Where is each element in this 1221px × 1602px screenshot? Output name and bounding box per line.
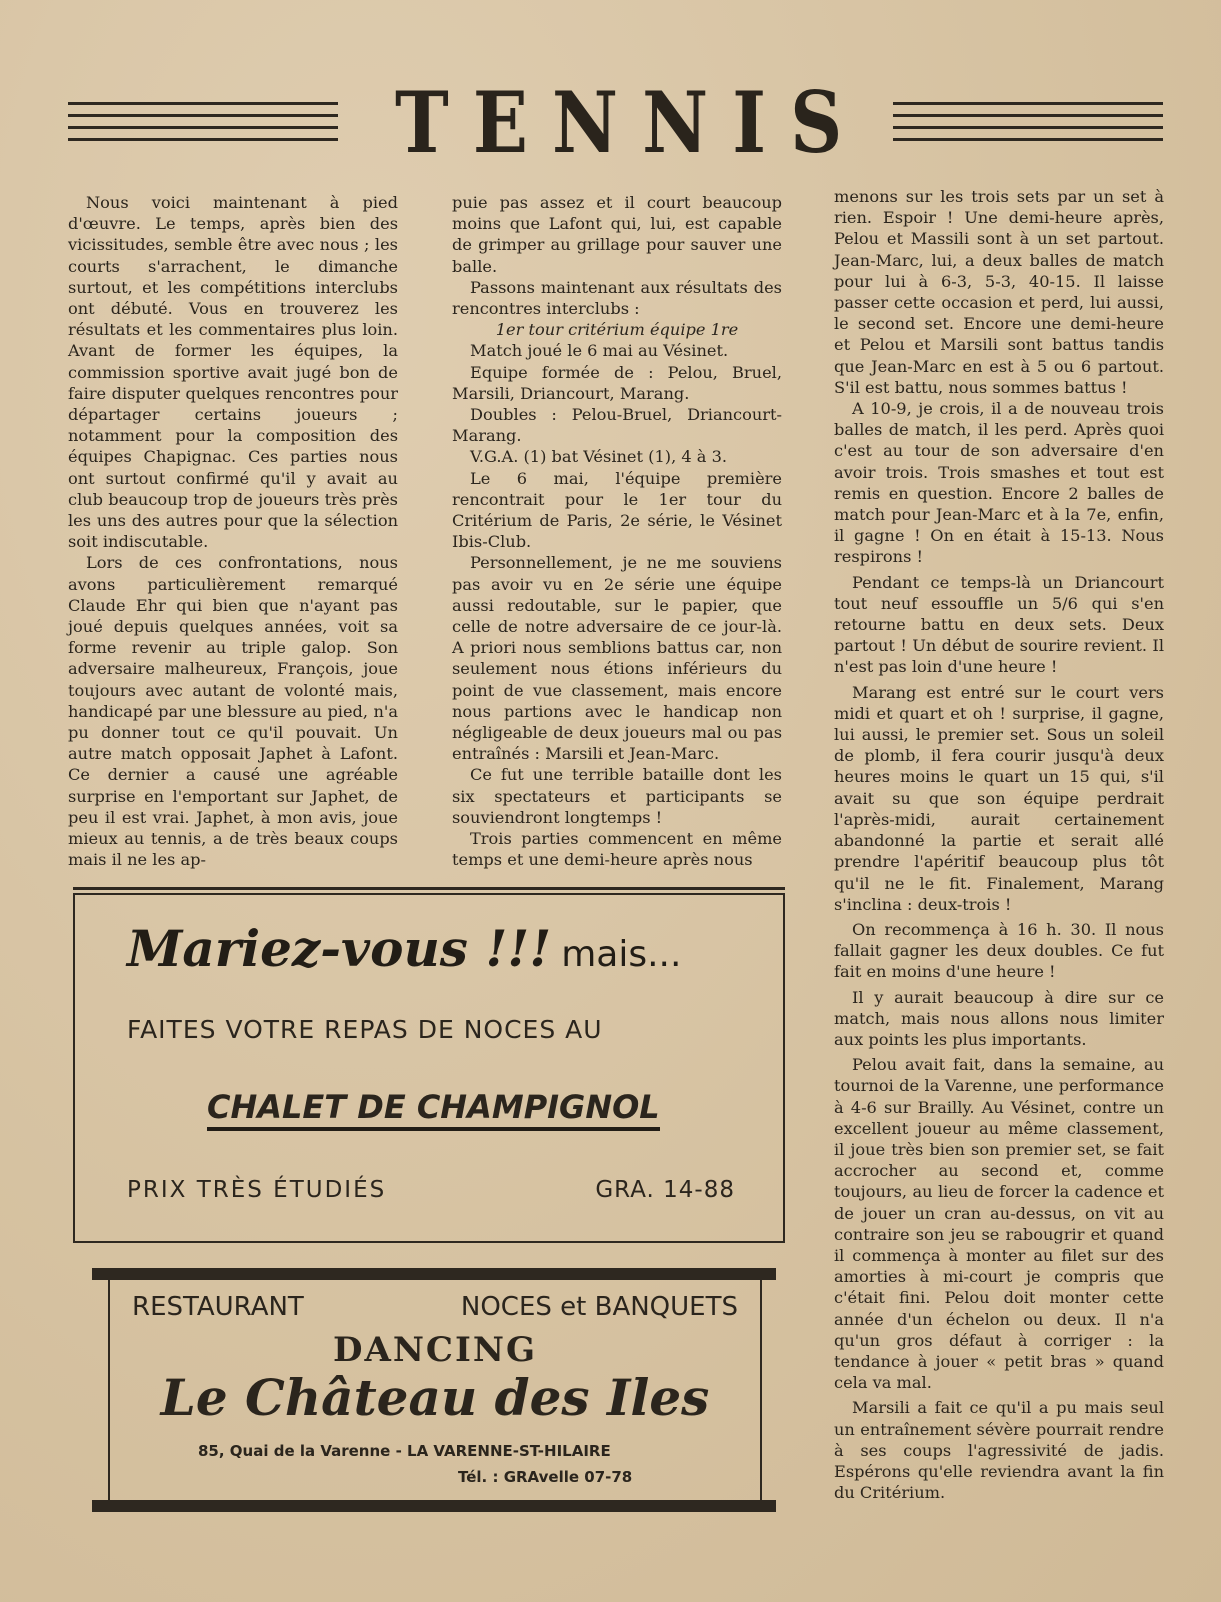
paragraph: Il y aurait beaucoup à dire sur ce match, mais nous allons nous limiter aux points les plus importants. <box>834 987 1164 1049</box>
paragraph: On recommença à 16 h. 30. Il nous fallait gagner les deux doubles. Ce fut fait en moins d'une heure ! <box>834 919 1164 982</box>
ad-phone: Tél. : GRAvelle 07-78 <box>458 1468 633 1486</box>
paragraph: Personnellement, je ne me souviens pas avoir vu en 2e série une équipe aussi redoutable, sur le papier, que celle de notre adversaire de ce jour-là. A priori nous semblions battus car, non seulement nous étions inférieurs du point de vue classement, mais encore nous partions avec le handicap non négligeable de deux joueurs mal ou pas entraînés : Marsili et Jean-Marc. <box>452 553 782 764</box>
ad-headline-suffix: mais... <box>561 934 682 975</box>
paragraph: Equipe formée de : Pelou, Bruel, Marsili, Driancourt, Marang. <box>452 362 782 403</box>
ad-border-line <box>73 887 785 890</box>
ad-border-bar <box>92 1268 776 1280</box>
ad-line: FAITES VOTRE REPAS DE NOCES AU <box>127 1015 603 1044</box>
article-column-3 <box>834 186 1164 1503</box>
paragraph: A 10-9, je crois, il a de nouveau trois balles de match, il les perd. Après quoi c'est au tour de son adversaire d'en avoir trois. Trois smashes et tout est remis en question. Encore 2 balles de match pour Jean-Marc et à la 7e, enfin, il gagne ! On en était à 15-13. Nous respirons ! <box>834 399 1164 567</box>
ad-headline-text: Mariez-vous !!! <box>127 919 552 978</box>
ad-dancing-label: DANCING <box>332 1330 538 1370</box>
ad-noces-label: NOCES et BANQUETS <box>460 1292 738 1322</box>
ad-price-note: PRIX TRÈS ÉTUDIÉS <box>127 1177 387 1203</box>
paragraph: Trois parties commencent en même temps et une demi-heure après nous <box>452 829 782 870</box>
paragraph: Ce fut une terrible bataille dont les six spectateurs et participants se souviendront longtemps ! <box>452 765 782 827</box>
article-column-1 <box>68 192 398 871</box>
paragraph: Match joué le 6 mai au Vésinet. <box>470 341 729 361</box>
paragraph: V.G.A. (1) bat Vésinet (1), 4 à 3. <box>470 447 728 467</box>
paragraph: Le 6 mai, l'équipe première rencontrait pour le 1er tour du Critérium de Paris, 2e série, le Vésinet Ibis-Club. <box>452 468 782 552</box>
ad-business-name: CHALET DE CHAMPIGNOL <box>207 1087 660 1131</box>
section-subheading: 1er tour critérium équipe 1re <box>495 320 739 340</box>
page-title: TENNIS <box>395 73 867 172</box>
article-column-2 <box>452 192 782 871</box>
ad-phone: GRA. 14-88 <box>595 1177 735 1203</box>
paragraph: Doubles : Pelou-Bruel, Driancourt-Marang. <box>452 405 782 446</box>
article-header <box>0 73 1221 172</box>
ad-address: 85, Quai de la Varenne - LA VARENNE-ST-HILAIRE <box>198 1442 611 1460</box>
paragraph: Pelou avait fait, dans la semaine, au tournoi de la Varenne, une performance à 4-6 sur Brailly. Au Vésinet, contre un excellent joueur au même classement, il joue très bien son premier set, se fait accrocher au second et, comme toujours, au lieu de forcer la cadence et de jouer un cran au-dessus, on vit au contraire son jeu se rabougrir et quand il commença à monter au filet sur des amorties à mi-court je compris que c'était fini. Pelou doit monter cette année d'un échelon ou deux. Il n'a qu'un gros défaut à corriger : la tendance à jouer « petit bras » quand cela va mal. <box>834 1055 1164 1393</box>
paragraph: menons sur les trois sets par un set à rien. Espoir ! Une demi-heure après, Pelou et Massili sont à un set partout. Jean-Marc, lui, a deux balles de match pour lui à 6-3, 5-3, 40-15. Il laisse passer cette occasion et perd, lui aussi, le second set. Encore une demi-heure et Pelou et Marsili sont battus tandis que Jean-Marc en est à 5 ou 6 partout. S'il est battu, nous sommes battus ! <box>834 187 1164 397</box>
paragraph: Passons maintenant aux résultats des rencontres interclubs : <box>452 277 782 319</box>
ad-business-name: Le Château des Iles <box>160 1368 710 1427</box>
paragraph: Marang est entré sur le court vers midi et quart et oh ! surprise, il gagne, lui aussi, le premier set. Sous un soleil de plomb, il fera courir jusqu'à deux heures moins le quart un 15 qui, s'il avait su que son équipe perdrait l'après-midi, aurait certainement abandonné la partie et serait allé prendre l'apéritif beaucoup plus tôt qu'il ne le fit. Finalement, Marang s'inclina : deux-trois ! <box>834 682 1164 914</box>
paragraph: Nous voici maintenant à pied d'œuvre. Le temps, après bien des vicissitudes, semble être avec nous ; les courts s'arrachent, le dimanche surtout, et les compétitions interclubs ont débuté. Vous en trouverez les résultats et les commentaires plus loin. Avant de former les équipes, la commission sportive avait jugé bon de faire disputer quelques rencontres pour départager certains joueurs ; notamment pour la composition des équipes Chapignac. Ces parties nous ont surtout confirmé qu'il y avait au club beaucoup trop de joueurs très près les uns des autres pour que la sélection soit indiscutable. <box>68 193 398 552</box>
header-rules-left <box>68 102 338 150</box>
ad-restaurant-label: RESTAURANT <box>132 1292 304 1322</box>
header-rules-right <box>893 102 1163 150</box>
paragraph: Marsili a fait ce qu'il a pu mais seul un entraînement sévère pourrait rendre à ses coups l'agressivité de jadis. Espérons qu'elle reviendra avant la fin du Critérium. <box>834 1398 1164 1503</box>
advertisement-chateau <box>108 1280 762 1500</box>
advertisement-chalet <box>73 893 785 1243</box>
paragraph: Pendant ce temps-là un Driancourt tout neuf essouffle un 5/6 qui s'en retourne battu en deux sets. Deux partout ! Un début de sourire revient. Il n'est pas loin d'une heure ! <box>834 572 1164 677</box>
paragraph: Lors de ces confrontations, nous avons particulièrement remarqué Claude Ehr qui bien que n'ayant pas joué depuis quelques années, voit sa forme revenir au triple galop. Son adversaire malheureux, François, joue toujours avec autant de volonté mais, handicapé par une blessure au pied, n'a pu donner tout ce qu'il pouvait. Un autre match opposait Japhet à Lafont. Ce dernier a causé une agréable surprise en l'emportant sur Japhet, de peu il est vrai. Japhet, à mon avis, joue mieux au tennis, a de très beaux coups mais il ne les ap- <box>68 553 398 870</box>
ad-border-bar <box>92 1500 776 1512</box>
ad-headline <box>127 919 681 978</box>
paragraph: puie pas assez et il court beaucoup moins que Lafont qui, lui, est capable de grimper au grillage pour sauver une balle. <box>452 193 782 276</box>
